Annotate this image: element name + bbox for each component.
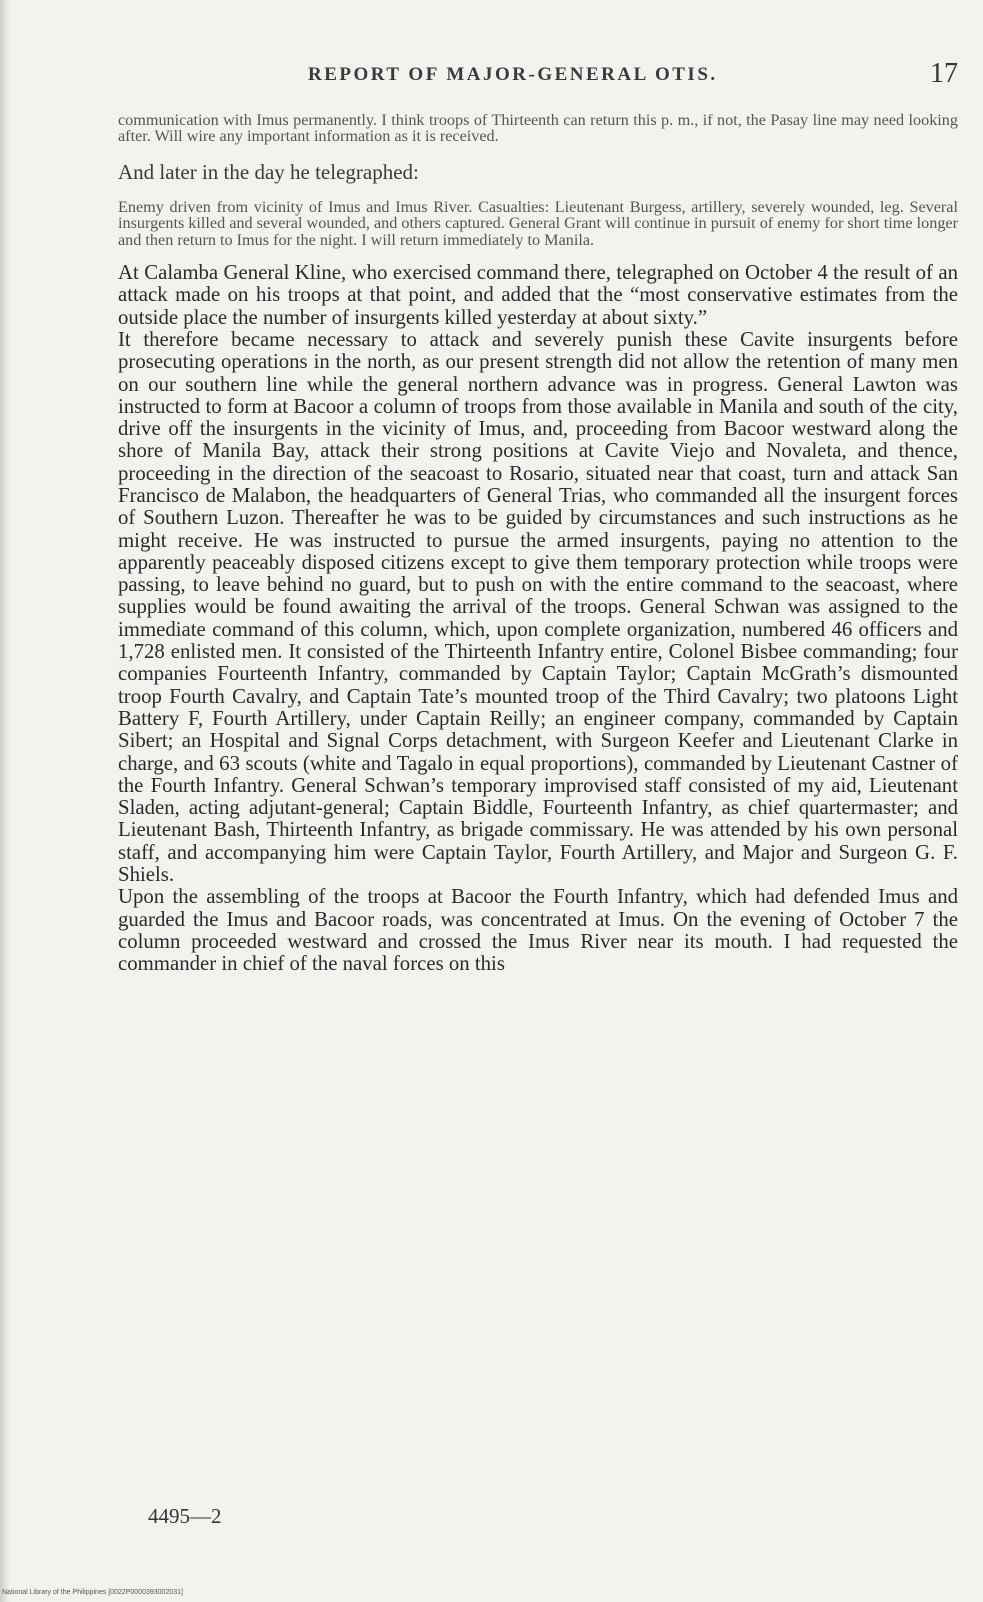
running-head: REPORT OF MAJOR-GENERAL OTIS.: [308, 64, 718, 85]
page-body: [118, 112, 958, 976]
page-spine-shadow: [0, 0, 10, 1602]
signature-mark: 4495—2: [148, 1504, 222, 1528]
paragraph-bacoor-assembly: Upon the assembling of the troops at Bacoor the Fourth Infantry, which had defended Imus and guarded the Imus and Bacoor roads, was concentrated at Imus. On the evening of October 7 the column proceeded westward and crossed the Imus River near its mouth. I had requested the commander in chief of the naval forces on this: [118, 885, 958, 976]
page-number: 17: [930, 58, 958, 89]
quoted-telegram-1: communication with Imus permanently. I think troops of Thirteenth can return this p. m., if not, the Pasay line may need looking after. Will wire any important information as it is received.: [118, 111, 958, 146]
quoted-telegram-2: Enemy driven from vicinity of Imus and Imus River. Casualties: Lieutenant Burgess, artillery, severely wounded, leg. Several insurgents killed and several wounded, and others captured. General Grant will continue in pursuit of enemy for short time longer and then return to Imus for the night. I will return immediately to Manila.: [118, 197, 958, 249]
paragraph-cavite-campaign: It therefore became necessary to attack and severely punish these Cavite insurgents before prosecuting operations in the north, as our present strength did not allow the retention of many men on our southern line while the general northern advance was in progress. General Lawton was instructed to form at Bacoor a column of troops from those available in Manila and south of the city, drive off the insurgents in the vicinity of Imus, and, proceeding from Bacoor westward along the shore of Manila Bay, attack their strong positions at Cavite Viejo and Novaleta, and thence, proceeding in the direction of the seacoast to Rosario, situated near that coast, turn and attack San Francisco de Malabon, the headquarters of General Trias, who commanded all the insurgent forces of Southern Luzon. Thereafter he was to be guided by circumstances and such instructions as he might receive. He was instructed to pursue the armed insurgents, paying no attention to the apparently peaceably disposed citizens except to give them temporary protection while troops were passing, to leave behind no guard, but to push on with the entire command to the seacoast, where supplies would be found awaiting the arrival of the troops. General Schwan was assigned to the immediate command of this column, which, upon complete organization, numbered 46 officers and 1,728 enlisted men. It consisted of the Thirteenth Infantry entire, Colonel Bisbee commanding; four companies Fourteenth Infantry, commanded by Captain Taylor; Captain McGrath’s dismounted troop Fourth Cavalry, and Captain Tate’s mounted troop of the Third Cavalry; two platoons Light Battery F, Fourth Artillery, under Captain Reilly; an engineer company, commanded by Captain Sibert; an Hospital and Signal Corps detachment, with Surgeon Keefer and Lieutenant Clarke in charge, and 63 scouts (white and Tagalo in equal proportions), commanded by Lieutenant Castner of the Fourth Infantry. General Schwan’s temporary improvised staff consisted of my aid, Lieutenant Sladen, acting adjutant-general; Captain Biddle, Fourteenth Infantry, as chief quartermaster; and Lieutenant Bash, Thirteenth Infantry, as brigade commissary. He was attended by his own personal staff, and accompanying him were Captain Taylor, Fourth Artillery, and Major and Surgeon G. F. Shiels.: [118, 327, 958, 887]
library-footer-note: National Library of the Philippines [0022P0000393002031]: [2, 1589, 183, 1596]
paragraph-calamba: At Calamba General Kline, who exercised command there, telegraphed on October 4 the result of an attack made on his troops at that point, and added that the “most conservative estimates from the outside place the number of insurgents killed yesterday at about sixty.”: [118, 261, 958, 329]
page-header: [118, 58, 958, 92]
lead-sentence: And later in the day he telegraphed:: [118, 159, 419, 184]
